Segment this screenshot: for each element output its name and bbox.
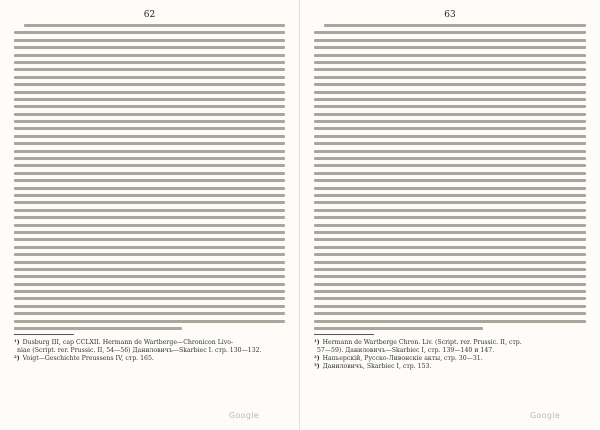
body-text-line (14, 142, 285, 145)
footnote-text: Даниловичъ, Skarbiec I, стр. 153. (322, 363, 432, 371)
google-watermark-left: Google (228, 411, 259, 420)
footnote (314, 363, 586, 371)
body-text-line (14, 46, 285, 49)
body-text-line (14, 283, 285, 286)
footnote (14, 339, 285, 347)
footnotes-right (314, 339, 586, 371)
footnote (314, 355, 586, 363)
body-text-line (314, 216, 586, 219)
footnote-marker: ²) (314, 355, 320, 363)
body-text-line (14, 31, 285, 34)
body-text-line (314, 246, 586, 249)
body-text-line (314, 172, 586, 175)
body-text-line (14, 297, 285, 300)
body-text-line (314, 275, 586, 278)
body-text-line (14, 312, 285, 315)
body-text-line (314, 320, 586, 323)
body-text-line (314, 312, 586, 315)
body-text-line (14, 127, 285, 130)
body-text-line (14, 187, 285, 190)
footnote-marker: ¹) (14, 339, 20, 347)
body-text-line (14, 164, 285, 167)
footnote-text: Hermann de Wartberge Chron. Liv. (Script. rer. Prussic. II, стр. (322, 339, 522, 347)
body-text-line (14, 68, 285, 71)
body-text-line (314, 290, 586, 293)
footnote-rule-right (314, 334, 374, 335)
body-text-line (14, 76, 285, 79)
body-text-line (324, 24, 586, 27)
body-text-line (314, 305, 586, 308)
body-text-line (314, 268, 586, 271)
body-text-line (14, 320, 285, 323)
body-text-line (14, 98, 285, 101)
body-text-line (314, 54, 586, 57)
body-text-line (14, 150, 285, 153)
body-text-line (314, 91, 586, 94)
footnotes-left (14, 339, 285, 363)
body-text-line (314, 61, 586, 64)
footnote (14, 347, 285, 355)
body-text-line (14, 253, 285, 256)
body-text-line (14, 113, 285, 116)
body-text-line (314, 201, 586, 204)
footnote-text: Напьерскій, Русско-Ливонскіе акты, стр. 30—31. (322, 355, 483, 363)
google-watermark-right: Google (529, 411, 560, 420)
body-text-line (14, 135, 285, 138)
body-text-line (14, 290, 285, 293)
footnote-text: 57—59). Даниловичъ—Skarbiec I, стр. 139—140 и 147. (317, 347, 495, 355)
body-text-line (314, 327, 483, 330)
body-text-line (14, 275, 285, 278)
body-text-line (314, 39, 586, 42)
body-text-line (314, 31, 586, 34)
body-text-line (14, 179, 285, 182)
body-text-line (14, 231, 285, 234)
body-text-line (14, 172, 285, 175)
footnote-rule-left (14, 334, 74, 335)
body-text-line (314, 157, 586, 160)
body-text-line (314, 194, 586, 197)
body-text-line (314, 297, 586, 300)
body-text-line (14, 268, 285, 271)
body-text-line (14, 39, 285, 42)
body-text-line (314, 150, 586, 153)
footnote-text: Dusburg III, cap CCLXII. Hermann de Wartberge—Chronicon Livo- (22, 339, 234, 347)
footnote-marker: ³) (314, 363, 320, 371)
body-text-line (14, 201, 285, 204)
body-text-line (14, 246, 285, 249)
body-text-line (314, 187, 586, 190)
page-number-left: 62 (143, 10, 156, 20)
footnote-marker: ²) (14, 355, 20, 363)
body-text-line (314, 127, 586, 130)
body-text-line (14, 61, 285, 64)
body-text-line (14, 194, 285, 197)
body-text-line (14, 327, 182, 330)
body-text-line (14, 54, 285, 57)
body-text-line (14, 209, 285, 212)
body-text-line (314, 253, 586, 256)
left-page-body (14, 24, 285, 330)
footnote-marker: ¹) (314, 339, 320, 347)
body-text-line (314, 120, 586, 123)
body-text-line (14, 120, 285, 123)
footnote-text: Voigt—Geschichte Preussens IV, стр. 165. (22, 355, 154, 363)
body-text-line (14, 216, 285, 219)
body-text-line (14, 105, 285, 108)
right-page-body (314, 24, 586, 330)
page-number-right: 63 (444, 10, 456, 20)
body-text-line (14, 305, 285, 308)
footnote (314, 347, 586, 355)
footnote (314, 339, 586, 347)
right-page (300, 0, 600, 430)
body-text-line (314, 164, 586, 167)
body-text-line (314, 231, 586, 234)
body-text-line (314, 98, 586, 101)
body-text-line (314, 83, 586, 86)
body-text-line (314, 76, 586, 79)
body-text-line (314, 142, 586, 145)
body-text-line (314, 238, 586, 241)
body-text-line (314, 68, 586, 71)
body-text-line (14, 238, 285, 241)
body-text-line (314, 261, 586, 264)
body-text-line (314, 224, 586, 227)
body-text-line (314, 46, 586, 49)
body-text-line (24, 24, 285, 27)
body-text-line (314, 283, 586, 286)
footnote-text: niae (Script. rer. Prussic. II, 54—56) Даниловичъ—Skarbiec I. стр. 130—132. (17, 347, 262, 355)
body-text-line (314, 209, 586, 212)
body-text-line (14, 157, 285, 160)
body-text-line (14, 91, 285, 94)
body-text-line (314, 105, 586, 108)
footnote (14, 355, 285, 363)
body-text-line (314, 113, 586, 116)
body-text-line (14, 261, 285, 264)
body-text-line (314, 179, 586, 182)
body-text-line (14, 83, 285, 86)
body-text-line (14, 224, 285, 227)
body-text-line (314, 135, 586, 138)
